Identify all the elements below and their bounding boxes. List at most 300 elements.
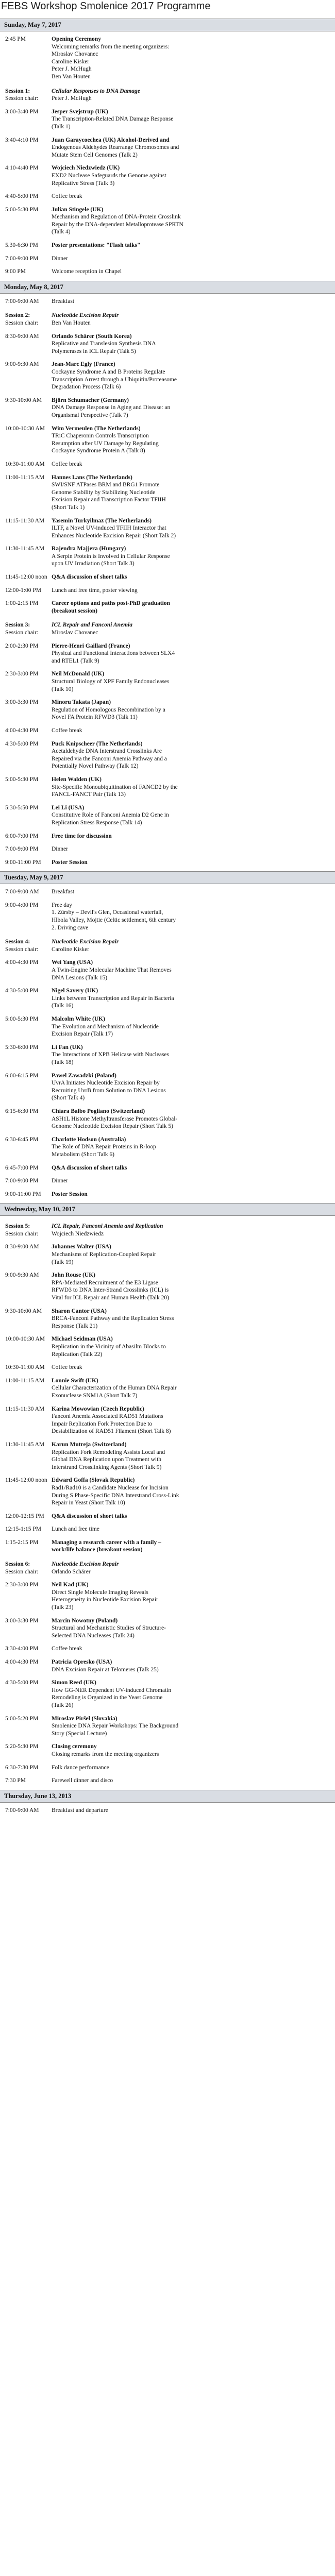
- entry-content: [52, 425, 330, 455]
- entry-line: Dinner: [52, 846, 68, 853]
- entry-line: The Evolution and Mechanism of Nucleotide: [52, 1023, 159, 1030]
- program-entry: [0, 193, 335, 200]
- entry-line: Replication Fork Remodeling Assists Local and: [52, 1449, 165, 1455]
- entry-time: 10:00-10:30 AM: [5, 1336, 45, 1343]
- entry-line: Structural and Mechanistic Studies of Structure-: [52, 1625, 166, 1632]
- entry-line: Constitutive Role of Fanconi Anemia D2 Gene in: [52, 812, 169, 819]
- program-entry: [0, 1617, 335, 1640]
- entry-line: Folk dance performance: [52, 1764, 109, 1771]
- entry-content: [52, 1526, 330, 1533]
- entry-time: 2:30-3:00 PM: [5, 1582, 39, 1588]
- entry-title: Managing a research career with a family –: [52, 1539, 161, 1546]
- entry-line: Replicative Stress (Talk 3): [52, 180, 115, 187]
- entry-content: [52, 1539, 330, 1554]
- entry-line: Resumption after UV Damage by Regulating: [52, 440, 159, 447]
- entry-title: Julian Stingele (UK): [52, 206, 104, 213]
- session-chair-row: [0, 946, 335, 954]
- entry-time: 4:00-4:30 PM: [5, 727, 39, 734]
- entry-title: Poster Session: [52, 1191, 88, 1197]
- program-entry: [0, 255, 335, 263]
- entry-content: [52, 1645, 330, 1653]
- session-chair-name: Caroline Kisker: [52, 946, 90, 953]
- session-label: Session 1:: [5, 88, 30, 94]
- entry-line: Vital for ICL Repair and Human Health (Talk 20): [52, 1295, 170, 1301]
- entry-content: [52, 255, 330, 263]
- entry-title: Poster Session: [52, 859, 88, 866]
- entry-line: Repair in Yeast (Short Talk 10): [52, 1500, 125, 1506]
- entry-line: Cockayne Syndrome Protein A (Talk 8): [52, 448, 145, 454]
- session-chair-name: Miroslav Chovanec: [52, 630, 98, 636]
- entry-line: Heterogeneity in Nucleotide Excision Repair: [52, 1597, 158, 1603]
- entry-content: [52, 164, 330, 187]
- entry-time: 4:30-5:00 PM: [5, 988, 39, 994]
- session-label: Session 4:: [5, 939, 30, 945]
- program-entry: [0, 1015, 335, 1038]
- session-title: Nucleotide Excision Repair: [52, 1561, 119, 1568]
- entry-line: Breakfast: [52, 889, 75, 895]
- entry-line: Caroline Kisker: [52, 58, 90, 65]
- entry-line: Physical and Functional Interactions between SLX4: [52, 650, 175, 657]
- entry-title-continued: work/life balance (breakout session): [52, 1547, 143, 1553]
- entry-content: [52, 36, 330, 81]
- session-heading: [0, 312, 335, 319]
- entry-content: [52, 193, 330, 200]
- entry-line: Story (Special Lecture): [52, 1730, 107, 1737]
- entry-title: Karun Mutreja (Switzerland): [52, 1441, 127, 1448]
- entry-content: [52, 833, 330, 840]
- entry-title: Jean-Marc Egly (France): [52, 361, 115, 368]
- entry-content: [52, 397, 330, 419]
- session-title: ICL Repair and Fanconi Anemia: [52, 622, 132, 629]
- program-entry: [0, 1441, 335, 1471]
- program-entry: [0, 804, 335, 827]
- program-entry: [0, 1658, 335, 1673]
- day-header: Tuesday, May 9, 2017: [0, 871, 335, 884]
- entry-line: Coffee break: [52, 193, 82, 200]
- entry-content: [52, 333, 330, 355]
- entry-time: 9:00-9:30 AM: [5, 1272, 39, 1279]
- entry-line: The Role of DNA Repair Proteins in R-loop: [52, 1144, 156, 1150]
- entry-title: Career options and paths post-PhD graduation: [52, 600, 170, 607]
- entry-content: [52, 1177, 330, 1185]
- entry-time: 5:30-5:50 PM: [5, 804, 39, 811]
- program-entry: [0, 1164, 335, 1172]
- entry-line: Miroslav Chovanec: [52, 51, 98, 58]
- entry-line: Recruiting UvrB from Solution to DNA Lesions: [52, 1087, 166, 1094]
- entry-title: Opening Ceremony: [52, 36, 101, 42]
- entry-title: Yasemin Turkyilmaz (The Netherlands): [52, 517, 152, 524]
- entry-time: 9:00 PM: [5, 268, 26, 275]
- entry-line: Replication (Talk 22): [52, 1351, 103, 1358]
- program-entry: [0, 1777, 335, 1785]
- entry-time: 8:30-9:00 AM: [5, 1244, 39, 1250]
- entry-time: 5:30-6:00 PM: [5, 1044, 39, 1050]
- program-entry: [0, 833, 335, 840]
- entry-time: 11:30-11:45 AM: [5, 546, 45, 552]
- entry-time: 2:45 PM: [5, 36, 26, 42]
- entry-line: (Short Talk 4): [52, 1095, 85, 1101]
- entry-line: A Serpin Protein is Involved in Cellular Response: [52, 553, 170, 560]
- session-chair-name: Peter J. McHugh: [52, 95, 92, 102]
- session-heading: [0, 621, 335, 629]
- entry-line: Novel FA Protein RFWD3 (Talk 11): [52, 714, 138, 721]
- entry-content: [52, 1308, 330, 1330]
- entry-content: [52, 1072, 330, 1102]
- entry-time: 3:30-4:00 PM: [5, 1646, 39, 1652]
- entry-time: 7:00-9:00 PM: [5, 846, 39, 853]
- program-entry: [0, 1743, 335, 1758]
- entry-time: 5:00-5:30 PM: [5, 1016, 39, 1022]
- entry-title: Chiara Balbo Pogliano (Switzerland): [52, 1108, 145, 1114]
- session-title: ICL Repair, Fanconi Anemia and Replication: [52, 1223, 163, 1230]
- program-entry: [0, 859, 335, 867]
- program-entry: [0, 425, 335, 455]
- entry-content: [52, 108, 330, 131]
- entry-line: (Talk 4): [52, 229, 71, 235]
- entry-line: Genome Nucleotide Excision Repair (Short Talk 5): [52, 1123, 173, 1130]
- session-chair-label: Session chair:: [5, 1230, 39, 1237]
- entry-line: (Talk 23): [52, 1604, 74, 1611]
- program-entry: [0, 1513, 335, 1520]
- program-entry: [0, 776, 335, 799]
- entry-time: 2:30-3:00 PM: [5, 671, 39, 677]
- program-entry: [0, 1679, 335, 1709]
- entry-content: [52, 1243, 330, 1266]
- entry-title: Puck Knipscheer (The Netherlands): [52, 740, 143, 747]
- entry-line: Selected DNA Nucleases (Talk 24): [52, 1632, 135, 1639]
- entry-line: Dinner: [52, 1178, 68, 1184]
- program-entry: [0, 727, 335, 735]
- entry-title: Lei Li (USA): [52, 804, 85, 811]
- session-heading: [0, 88, 335, 95]
- session-chair-row: [0, 319, 335, 327]
- session-chair-row: [0, 629, 335, 637]
- entry-content: [52, 137, 330, 159]
- entry-line: Smolenice DNA Repair Workshops: The Background: [52, 1723, 179, 1730]
- session-title: Nucleotide Excision Repair: [52, 312, 119, 319]
- entry-content: [52, 959, 330, 981]
- entry-title: Q&A discussion of short talks: [52, 1164, 127, 1171]
- entry-time: 6:00-6:15 PM: [5, 1072, 39, 1079]
- entry-line: The Transcription-Related DNA Damage Response: [52, 116, 174, 123]
- session-chair-label: Session chair:: [5, 946, 39, 953]
- programme-days: [0, 19, 335, 1814]
- entry-line: Excision Repair (Talk 17): [52, 1031, 113, 1038]
- entry-line: Cellular Characterization of the Human DNA Repair: [52, 1385, 177, 1392]
- entry-content: [52, 242, 330, 249]
- entry-line: Breakfast: [52, 298, 75, 304]
- entry-time: 4:40-5:00 PM: [5, 193, 39, 200]
- entry-title: Neil McDonald (UK): [52, 671, 105, 677]
- entry-title: Free time for discussion: [52, 833, 112, 839]
- entry-content: [52, 1617, 330, 1640]
- entry-line: Mutate Stem Cell Genomes (Talk 2): [52, 151, 138, 158]
- entry-line: Lunch and free time: [52, 1526, 99, 1533]
- entry-content: [52, 1164, 330, 1172]
- program-entry: [0, 959, 335, 981]
- program-entry: [0, 740, 335, 770]
- entry-title: Minoru Takata (Japan): [52, 699, 111, 706]
- entry-line: Rad1/Rad10 is a Candidate Nuclease for Incision: [52, 1484, 169, 1491]
- session-chair-row: [0, 1568, 335, 1576]
- session-label: Session 5:: [5, 1223, 30, 1230]
- entry-time: 9:00-4:00 PM: [5, 902, 39, 908]
- program-entry: [0, 1526, 335, 1533]
- day-header: Thursday, June 13, 2013: [0, 1790, 335, 1803]
- entry-line: Coffee break: [52, 1646, 82, 1652]
- entry-content: [52, 1191, 330, 1198]
- entry-time: 5:20-5:30 PM: [5, 1743, 39, 1750]
- program-entry: [0, 298, 335, 306]
- program-entry: [0, 268, 335, 276]
- session-chair-name: Orlando Schärer: [52, 1568, 91, 1575]
- entry-line: ASH1L Histone Methyltransferase Promotes Global-: [52, 1115, 178, 1122]
- entry-time: 9:30-10:00 AM: [5, 1308, 42, 1314]
- entry-line: RPA-Mediated Recruitment of the E3 Ligase: [52, 1279, 158, 1286]
- document-title: FEBS Workshop Smolenice 2017 Programme: [1, 1, 211, 12]
- entry-time: 3:00-3:30 PM: [5, 1617, 39, 1624]
- entry-time: 12:15-1:15 PM: [5, 1526, 41, 1533]
- session-chair-row: [0, 1230, 335, 1238]
- entry-line: Acetaldehyde DNA Interstrand Crosslinks Are: [52, 748, 162, 755]
- session-heading: [0, 938, 335, 946]
- day-section: [0, 19, 335, 276]
- entry-line: Peter J. McHugh: [52, 66, 92, 73]
- session-chair-label: Session chair:: [5, 320, 39, 327]
- entry-title: Malcolm White (UK): [52, 1016, 105, 1022]
- entry-line: Welcome reception in Chapel: [52, 268, 122, 275]
- entry-line: Site-Specific Monoubiquitination of FANCD2 by the: [52, 784, 178, 790]
- entry-line: Fanconi Anemia Associated RAD51 Mutations: [52, 1413, 163, 1420]
- entry-title-continued: (breakout session): [52, 607, 97, 614]
- entry-title: Q&A discussion of short talks: [52, 1513, 127, 1519]
- program-entry: [0, 137, 335, 159]
- entry-line: Farewell dinner and disco: [52, 1777, 113, 1784]
- entry-line: 1. Zűrsby – Devil's Glen, Occasional waterfall,: [52, 909, 163, 916]
- entry-content: [52, 206, 330, 236]
- entry-time: 9:00-11:00 PM: [5, 1191, 41, 1197]
- entry-line: Enhances Nucleotide Excision Repair (Short Talk 2): [52, 532, 176, 539]
- entry-title: Sharon Cantor (USA): [52, 1308, 107, 1314]
- entry-time: 10:00-10:30 AM: [5, 425, 45, 432]
- program-entry: [0, 670, 335, 693]
- entry-line: Organismal Perspective (Talk 7): [52, 412, 128, 418]
- program-entry: [0, 1581, 335, 1611]
- entry-time: 11:15-11:30 AM: [5, 517, 45, 524]
- entry-title: Li Fan (UK): [52, 1044, 83, 1050]
- entry-line: (Talk 16): [52, 1003, 74, 1009]
- entry-time: 6:30-7:30 PM: [5, 1764, 39, 1771]
- entry-time: 3:00-3:30 PM: [5, 699, 39, 706]
- entry-line: Links between Transcription and Repair in Bacteria: [52, 995, 174, 1002]
- entry-line: Genome Stability by Stabilizing Nucleotide: [52, 489, 156, 496]
- entry-title: Björn Schumacher (Germany): [52, 397, 129, 403]
- program-entry: [0, 1335, 335, 1358]
- program-entry: [0, 1364, 335, 1371]
- entry-line: Repair by the DNA-dependent Metalloprotease SPRTN: [52, 221, 183, 228]
- program-entry: [0, 206, 335, 236]
- entry-content: [52, 1513, 330, 1520]
- entry-line: Replication Stress Response (Talk 14): [52, 819, 142, 826]
- entry-content: [52, 642, 330, 665]
- day-header: Sunday, May 7, 2017: [0, 19, 335, 31]
- entry-line: Coffee break: [52, 461, 82, 467]
- entry-line: Potentially Novel Pathway (Talk 12): [52, 763, 139, 770]
- entry-content: [52, 1335, 330, 1358]
- entry-line: and RTEL1 (Talk 9): [52, 657, 99, 664]
- day-section: [0, 1790, 335, 1815]
- entry-line: UvrA Initiates Nucleotide Excision Repair by: [52, 1080, 160, 1087]
- entry-content: [52, 804, 330, 827]
- entry-line: DNA Excision Repair at Telomeres (Talk 25): [52, 1666, 159, 1673]
- entry-line: The Interactions of XPB Helicase with Nucleases: [52, 1052, 170, 1058]
- program-entry: [0, 1539, 335, 1554]
- entry-line: Coffee break: [52, 727, 82, 734]
- entry-time: 7:00-9:00 AM: [5, 889, 39, 895]
- program-entry: [0, 1044, 335, 1066]
- entry-content: [52, 1377, 330, 1400]
- entry-line: BRCA-Fanconi Pathway and the Replication Stress: [52, 1315, 174, 1322]
- entry-content: [52, 1477, 330, 1506]
- entry-line: Closing remarks from the meeting organizers: [52, 1751, 159, 1757]
- program-entry: [0, 461, 335, 468]
- program-entry: [0, 1645, 335, 1653]
- entry-title: Orlando Schärer (South Korea): [52, 333, 132, 340]
- entry-title: Pierre-Henri Gaillard (France): [52, 642, 130, 649]
- entry-time: 11:45-12:00 noon: [5, 574, 47, 581]
- program-entry: [0, 888, 335, 896]
- entry-content: [52, 1136, 330, 1159]
- session-title: Nucleotide Excision Repair: [52, 939, 119, 945]
- entry-content: [52, 670, 330, 693]
- entry-line: Metabolism (Short Talk 6): [52, 1151, 114, 1158]
- entry-line: Exonuclease SNM1A (Short Talk 7): [52, 1392, 138, 1399]
- session-label: Session 2:: [5, 312, 30, 319]
- entry-time: 8:30-9:00 AM: [5, 333, 39, 340]
- entry-line: Destabilization of RAD51 Filament (Short Talk 8): [52, 1428, 171, 1435]
- day-section: [0, 1203, 335, 1784]
- entry-content: [52, 888, 330, 896]
- program-entry: [0, 1136, 335, 1159]
- entry-line: Coffee break: [52, 1364, 82, 1371]
- program-entry: [0, 36, 335, 81]
- entry-line: (Talk 18): [52, 1059, 74, 1065]
- entry-time: 12:00-12:15 PM: [5, 1513, 44, 1519]
- entry-line: Ben Van Houten: [52, 73, 91, 80]
- entry-content: [52, 1364, 330, 1371]
- entry-time: 7:00-9:00 AM: [5, 1807, 39, 1814]
- entry-content: [52, 1777, 330, 1785]
- program-entry: [0, 902, 335, 931]
- program-entry: [0, 517, 335, 540]
- entry-content: [52, 268, 330, 276]
- day-section: [0, 281, 335, 866]
- entry-line: Endogenous Aldehydes Rearrange Chromosomes and: [52, 144, 179, 151]
- entry-title: Edward Goffa (Slovak Republic): [52, 1477, 135, 1484]
- entry-content: [52, 776, 330, 799]
- entry-line: Welcoming remarks from the meeting organizers:: [52, 43, 170, 50]
- entry-time: 6:00-7:00 PM: [5, 833, 39, 839]
- entry-line: Repaired via the Fanconi Anemia Pathway and a: [52, 755, 167, 762]
- program-entry: [0, 474, 335, 512]
- program-entry: [0, 1243, 335, 1266]
- entry-time: 2:00-2:30 PM: [5, 642, 39, 649]
- entry-content: [52, 1405, 330, 1435]
- program-entry: [0, 108, 335, 131]
- entry-time: 10:30-11:00 AM: [5, 1364, 45, 1371]
- session-chair-name: Wojciech Niedzwiedz: [52, 1230, 104, 1237]
- entry-title: Poster presentations: "Flash talks": [52, 242, 141, 249]
- entry-title: Wim Vermeulen (The Netherlands): [52, 425, 141, 432]
- program-entry: [0, 545, 335, 568]
- entry-line: Degradation Process (Talk 6): [52, 384, 121, 391]
- entry-time: 4:30-5:00 PM: [5, 1680, 39, 1686]
- entry-line: Regulation of Homologous Recombination by a: [52, 706, 165, 713]
- session-chair-row: [0, 95, 335, 103]
- entry-time: 4:00-4:30 PM: [5, 959, 39, 966]
- program-entry: [0, 333, 335, 355]
- entry-line: (Talk 19): [52, 1259, 74, 1265]
- entry-line: Excision Repair and Transcription Factor TFIIH: [52, 497, 166, 503]
- session-label: Session 3:: [5, 622, 30, 629]
- entry-time: 9:00-9:30 AM: [5, 361, 39, 368]
- entry-line: Mechanism and Regulation of DNA-Protein Crosslink: [52, 214, 181, 221]
- entry-title: Closing ceremony: [52, 1743, 97, 1750]
- program-entry: [0, 600, 335, 615]
- entry-time: 7:30 PM: [5, 1777, 26, 1784]
- entry-content: [52, 1581, 330, 1611]
- entry-time: 10:30-11:00 AM: [5, 461, 45, 467]
- entry-line: Free day: [52, 902, 72, 908]
- entry-time: 12:00-1:00 PM: [5, 587, 41, 594]
- entry-time: 7:00-9:00 PM: [5, 1178, 39, 1184]
- entry-time: 6:45-7:00 PM: [5, 1164, 39, 1171]
- entry-title: Patricia Opresko (USA): [52, 1659, 112, 1665]
- entry-content: [52, 1441, 330, 1471]
- entry-content: [52, 517, 330, 540]
- entry-content: [52, 845, 330, 853]
- entry-content: [52, 740, 330, 770]
- entry-time: 3:40-4:10 PM: [5, 137, 39, 143]
- program-entry: [0, 242, 335, 249]
- session-chair-name: Ben Van Houten: [52, 320, 91, 327]
- program-entry: [0, 1108, 335, 1130]
- entry-title: Nigel Savery (UK): [52, 988, 98, 994]
- entry-content: [52, 545, 330, 568]
- entry-time: 7:00-9:00 PM: [5, 255, 39, 262]
- program-entry: [0, 1308, 335, 1330]
- entry-time: 9:00-11:00 PM: [5, 859, 41, 866]
- entry-time: 4:00-4:30 PM: [5, 1659, 39, 1665]
- program-entry: [0, 587, 335, 595]
- program-entry: [0, 642, 335, 665]
- entry-time: 11:00-11:15 AM: [5, 474, 45, 481]
- entry-line: How GG-NER Dependent UV-induced Chromatin: [52, 1687, 172, 1693]
- entry-title: Michael Seidman (USA): [52, 1336, 113, 1343]
- entry-time: 11:45-12:00 noon: [5, 1477, 47, 1484]
- entry-time: 5:00-5:30 PM: [5, 776, 39, 783]
- entry-line: DNA Damage Response in Aging and Disease: an: [52, 404, 171, 411]
- entry-content: [52, 1658, 330, 1673]
- program-entry: [0, 1191, 335, 1198]
- entry-line: Interstrand Crosslinking Agents (Short Talk 9): [52, 1464, 162, 1470]
- program-entry: [0, 845, 335, 853]
- entry-title: Wei Yang (USA): [52, 959, 93, 966]
- entry-line: Remodeling is Organized in the Yeast Genome: [52, 1694, 163, 1701]
- program-entry: [0, 1715, 335, 1738]
- entry-line: Global DNA Replication upon Treatment with: [52, 1456, 162, 1463]
- program-entry: [0, 361, 335, 391]
